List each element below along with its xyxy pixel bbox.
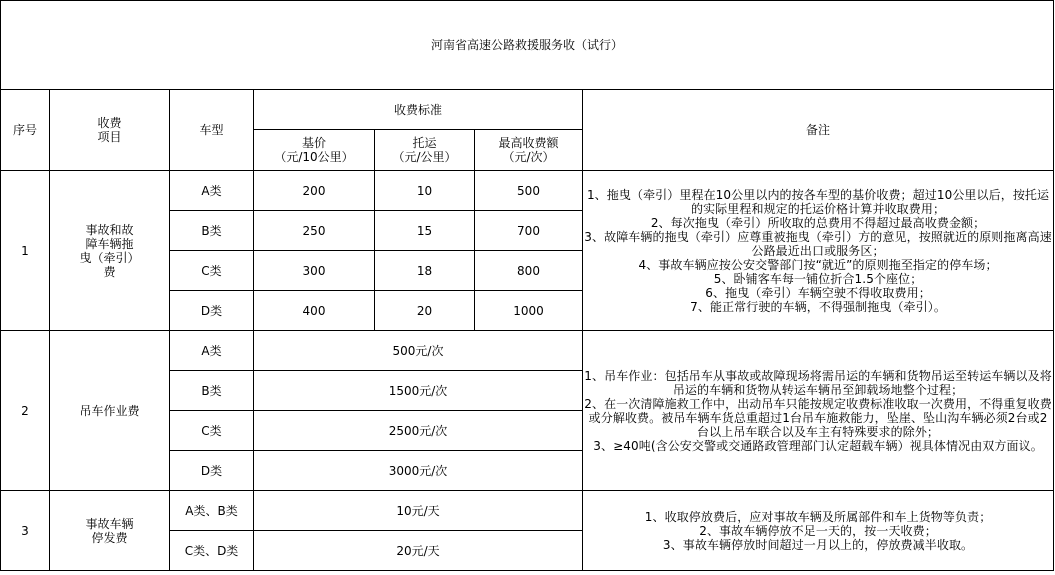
section-3-item-line: 事故车辆 — [85, 516, 134, 531]
vehicle-type-cell: B类 — [170, 211, 254, 251]
header-seq: 序号 — [1, 90, 50, 171]
header-max-fee-line2: （元/次） — [502, 150, 555, 164]
header-fee-item — [50, 90, 170, 171]
vehicle-type-cell: A类 — [170, 171, 254, 211]
vehicle-type-cell: A类、B类 — [170, 491, 254, 531]
tow-price-cell: 10 — [375, 171, 475, 211]
tow-price-cell: 20 — [375, 291, 475, 331]
fee-cell: 500元/次 — [254, 331, 583, 371]
header-fee-standard: 收费标准 — [254, 90, 583, 130]
section-1-item-line: 障车辆拖 — [85, 236, 134, 251]
header-fee-item-line1: 收费 — [97, 116, 122, 130]
remark-line: 6、拖曳（牵引）车辆空驶不得收取费用； — [705, 285, 931, 300]
section-1-item — [50, 171, 170, 331]
header-max-fee — [475, 130, 583, 171]
header-remarks: 备注 — [583, 90, 1054, 171]
remark-line: 4、事故车辆应按公安交警部门按“就近”的原则拖至指定的停车场； — [638, 257, 998, 272]
table-row — [1, 171, 1054, 211]
section-2-seq: 2 — [1, 331, 50, 491]
fee-cell: 2500元/次 — [254, 411, 583, 451]
remark-line: 1、拖曳（牵引）里程在10公里以内的按各车型的基价收费；超过10公里以后，按托运的实际里程和规定的托运价格计算并收取费用； — [586, 187, 1050, 216]
fee-cell: 20元/天 — [254, 531, 583, 571]
remark-line: 1、吊车作业：包括吊车从事故或故障现场将需吊运的车辆和货物吊运至转运车辆以及将吊运的车辆和货物从转运车辆吊至卸载场地整个过程； — [584, 368, 1052, 397]
remark-line: 7、能正常行驶的车辆，不得强制拖曳（牵引）。 — [690, 299, 946, 314]
vehicle-type-cell: C类 — [170, 251, 254, 291]
header-tow-line1: 托运 — [412, 136, 437, 150]
section-1-seq: 1 — [1, 171, 50, 331]
vehicle-type-cell: C类、D类 — [170, 531, 254, 571]
header-vehicle-type: 车型 — [170, 90, 254, 171]
vehicle-type-cell: A类 — [170, 331, 254, 371]
fee-cell: 3000元/次 — [254, 451, 583, 491]
header-max-fee-line1: 最高收费额 — [498, 136, 559, 150]
remark-line: 3、≥40吨(含公安交警或交通路政管理部门认定超载车辆）视具体情况由双方面议。 — [593, 438, 1043, 453]
base-price-cell: 400 — [254, 291, 375, 331]
remark-line: 3、事故车辆停放时间超过一月以上的，停放费减半收取。 — [662, 537, 974, 552]
vehicle-type-cell: D类 — [170, 291, 254, 331]
section-2-remarks — [583, 331, 1054, 491]
base-price-cell: 300 — [254, 251, 375, 291]
header-tow — [375, 130, 475, 171]
remark-line: 5、卧铺客车每一铺位折合1.5个座位； — [713, 271, 923, 286]
section-2-item: 吊车作业费 — [50, 331, 170, 491]
max-fee-cell: 500 — [475, 171, 583, 211]
section-3-item — [50, 491, 170, 571]
section-1-remarks — [583, 171, 1054, 331]
section-1-item-line: 费 — [103, 264, 116, 279]
section-1-item-line: 事故和故 — [85, 222, 134, 237]
section-3-remarks — [583, 491, 1054, 571]
section-1-item-line: 曳（牵引） — [79, 250, 140, 265]
remark-line: 2、每次拖曳（牵引）所收取的总费用不得超过最高收费金额； — [650, 215, 986, 230]
tow-price-cell: 18 — [375, 251, 475, 291]
vehicle-type-cell: B类 — [170, 371, 254, 411]
header-base-price-line1: 基价 — [301, 136, 326, 150]
fee-cell: 10元/天 — [254, 491, 583, 531]
base-price-cell: 200 — [254, 171, 375, 211]
max-fee-cell: 700 — [475, 211, 583, 251]
remark-line: 2、事故车辆停放不足一天的，按一天收费； — [699, 523, 937, 538]
header-base-price-line2: （元/10公里） — [274, 150, 354, 164]
max-fee-cell: 1000 — [475, 291, 583, 331]
header-base-price — [254, 130, 375, 171]
vehicle-type-cell: C类 — [170, 411, 254, 451]
remark-line: 3、故障车辆的拖曳（牵引）应尊重被拖曳（牵引）方的意见，按照就近的原则拖离高速公路最近出口或服务区； — [584, 229, 1052, 258]
table-row — [1, 331, 1054, 371]
header-fee-item-line2: 项目 — [97, 130, 122, 144]
section-3-seq: 3 — [1, 491, 50, 571]
remark-line: 2、在一次清障施救工作中，出动吊车只能按规定收费标准收取一次费用，不得重复收费或分解收费。被吊车辆车货总重超过1台吊车施救能力，坠崖、坠山沟车辆必须2台或2台以上吊车联合以及车主有特殊要求的除外； — [584, 396, 1052, 439]
tow-price-cell: 15 — [375, 211, 475, 251]
section-3-item-line: 停发费 — [91, 530, 128, 545]
header-tow-line2: （元/公里） — [392, 150, 457, 164]
table-row — [1, 491, 1054, 531]
table-title: 河南省高速公路救援服务收（试行） — [1, 1, 1054, 90]
remark-line: 1、收取停放费后，应对事故车辆及所属部件和车上货物等负责； — [644, 509, 992, 524]
vehicle-type-cell: D类 — [170, 451, 254, 491]
fee-cell: 1500元/次 — [254, 371, 583, 411]
max-fee-cell: 800 — [475, 251, 583, 291]
base-price-cell: 250 — [254, 211, 375, 251]
